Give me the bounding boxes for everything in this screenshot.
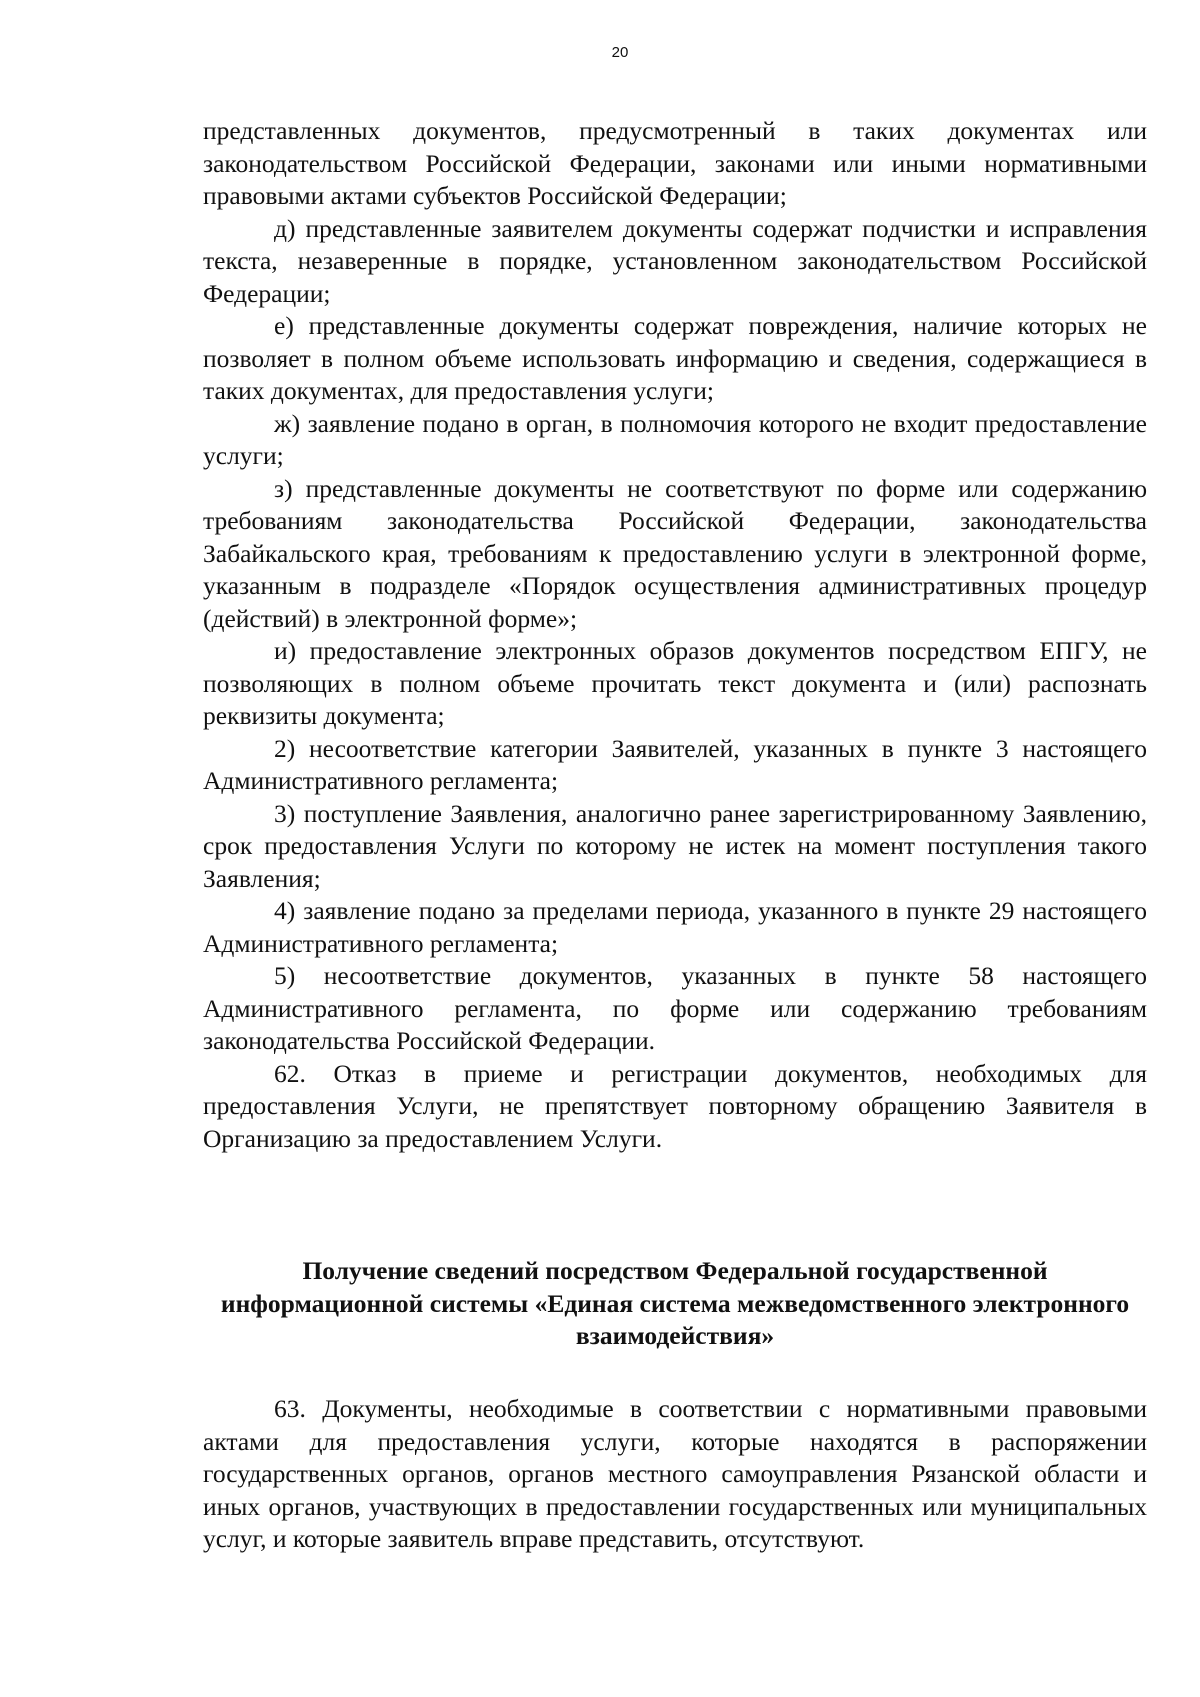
body-text [203,115,1147,1155]
closing-text [203,1393,1147,1556]
paragraph-item-i: и) предоставление электронных образов документов посредством ЕПГУ, не позволяющих в полном объеме прочитать текст документа и (или) распознать реквизиты документа; [203,636,1147,730]
paragraph-continuation: представленных документов, предусмотренный в таких документах или законодательством Российской Федерации, законами или иными нормативными правовыми актами субъектов Российской Федерации; [203,116,1147,210]
paragraph-item-e: е) представленные документы содержат повреждения, наличие которых не позволяет в полном объеме использовать информацию и сведения, содержащиеся в таких документах, для предоставления услуги; [203,311,1147,405]
paragraph-item-3: 3) поступление Заявления, аналогично ранее зарегистрированному Заявлению, срок предоставления Услуги по которому не истек на момент поступления такого Заявления; [203,798,1147,893]
paragraph-63: 63. Документы, необходимые в соответствии с нормативными правовыми актами для предоставления услуги, которые находятся в распоряжении государственных органов, органов местного самоуправления Рязанской области и иных органов, участвующих в предоставлении государственных или муниципальных услуг, и которые заявитель вправе представить, отсутствуют. [203,1394,1147,1553]
page-number: 20 [611,44,629,61]
paragraph-item-z: з) представленные документы не соответствуют по форме или содержанию требованиям законодательства Российской Федерации, законодательства Забайкальского края, требованиям к предоставлению услуги в электронной форме, указанным в подразделе «Порядок осуществления административных процедур (действий) в электронной форме»; [203,473,1147,633]
paragraph-item-5: 5) несоответствие документов, указанных в пункте 58 настоящего Административного регламента, по форме или содержанию требованиям законодательства Российской Федерации. [203,961,1147,1055]
paragraph-item-d: д) представленные заявителем документы содержат подчистки и исправления текста, незаверенные в порядке, установленном законодательством Российской Федерации; [203,213,1147,308]
paragraph-62: 62. Отказ в приеме и регистрации документов, необходимых для предоставления Услуги, не препятствует повторному обращению Заявителя в Организацию за предоставлением Услуги. [203,1058,1147,1153]
paragraph-item-zh: ж) заявление подано в орган, в полномочия которого не входит предоставление услуги; [203,408,1147,470]
paragraph-item-4: 4) заявление подано за пределами периода, указанного в пункте 29 настоящего Административного регламента; [203,896,1147,958]
paragraph-item-2: 2) несоответствие категории Заявителей, указанных в пункте 3 настоящего Административного регламента; [203,733,1147,795]
section-heading: Получение сведений посредством Федеральной государственной информационной системы «Единая система межведомственного электронного взаимодействия» [220,1256,1130,1350]
